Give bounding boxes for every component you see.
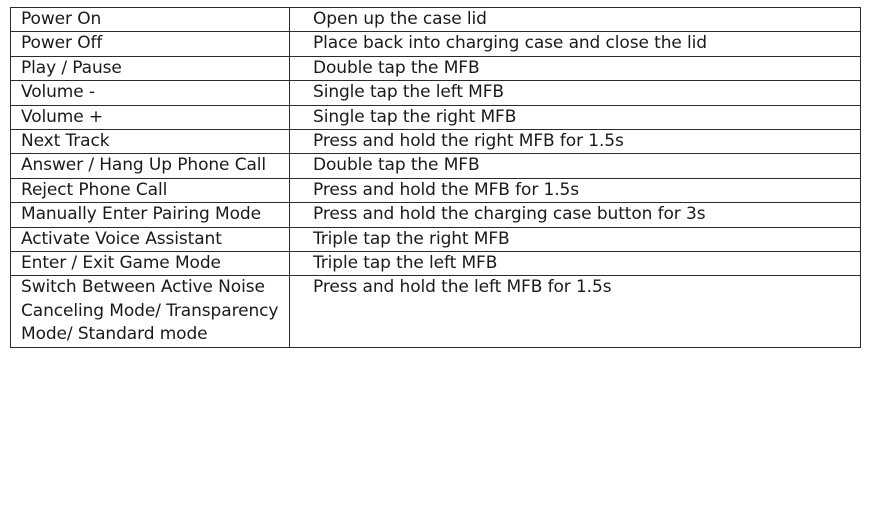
instruction-cell: Double tap the MFB <box>290 154 861 178</box>
action-cell: Answer / Hang Up Phone Call <box>11 154 290 178</box>
action-cell: Play / Pause <box>11 56 290 80</box>
table-row <box>11 56 861 80</box>
instruction-cell: Single tap the left MFB <box>290 81 861 105</box>
action-cell: Reject Phone Call <box>11 178 290 202</box>
action-cell: Next Track <box>11 130 290 154</box>
instruction-cell: Single tap the right MFB <box>290 105 861 129</box>
table-row <box>11 105 861 129</box>
table-row <box>11 252 861 276</box>
action-cell: Power On <box>11 8 290 32</box>
instruction-cell: Press and hold the MFB for 1.5s <box>290 178 861 202</box>
table-row <box>11 154 861 178</box>
action-cell: Manually Enter Pairing Mode <box>11 203 290 227</box>
table-row <box>11 227 861 251</box>
action-cell: Switch Between Active Noise Canceling Mode/ Transparency Mode/ Standard mode <box>11 276 290 347</box>
table-row <box>11 8 861 32</box>
instruction-cell: Press and hold the right MFB for 1.5s <box>290 130 861 154</box>
instruction-cell: Press and hold the charging case button for 3s <box>290 203 861 227</box>
controls-table <box>10 7 861 348</box>
action-cell: Volume + <box>11 105 290 129</box>
action-cell: Power Off <box>11 32 290 56</box>
table-row <box>11 130 861 154</box>
instruction-cell: Triple tap the right MFB <box>290 227 861 251</box>
action-cell: Activate Voice Assistant <box>11 227 290 251</box>
action-cell: Volume - <box>11 81 290 105</box>
instruction-cell: Double tap the MFB <box>290 56 861 80</box>
table-row <box>11 276 861 347</box>
table-row <box>11 81 861 105</box>
table-row <box>11 178 861 202</box>
action-cell: Enter / Exit Game Mode <box>11 252 290 276</box>
table-row <box>11 32 861 56</box>
instruction-cell: Press and hold the left MFB for 1.5s <box>290 276 861 347</box>
instruction-cell: Triple tap the left MFB <box>290 252 861 276</box>
table-row <box>11 203 861 227</box>
controls-table-body <box>11 8 861 348</box>
instruction-cell: Place back into charging case and close the lid <box>290 32 861 56</box>
instruction-cell: Open up the case lid <box>290 8 861 32</box>
